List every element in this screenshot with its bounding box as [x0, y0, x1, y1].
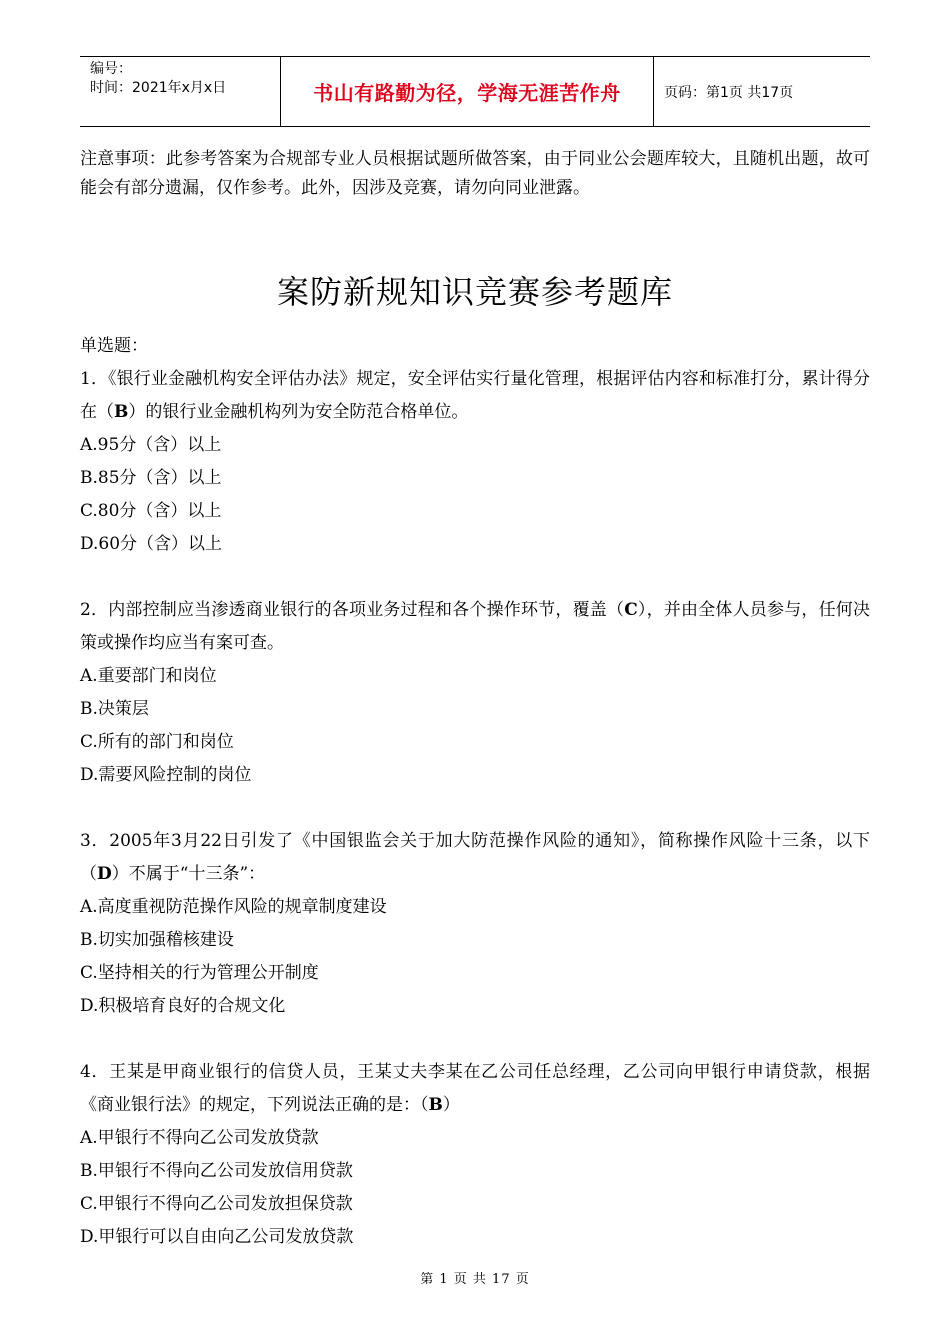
section-label: 单选题： [80, 336, 148, 356]
option-d: D.需要风险控制的岗位 [80, 765, 252, 785]
question-text: 2．内部控制应当渗透商业银行的各项业务过程和各个操作环节，覆盖（C），并由全体人员参与，任何决策或操作均应当有案可查。 [80, 600, 871, 653]
option-a: A.高度重视防范操作风险的规章制度建设 [80, 897, 387, 917]
question-answer: C [624, 600, 638, 620]
question-list [80, 330, 870, 1254]
option-c: C.甲银行不得向乙公司发放担保贷款 [80, 1194, 353, 1214]
option-b: B.甲银行不得向乙公司发放信用贷款 [80, 1161, 353, 1181]
question-answer: B [428, 1095, 443, 1115]
header-page-label: 页码：第1页 共17页 [664, 84, 794, 101]
document-time-label: 时间：2021年x月x日 [90, 80, 227, 96]
option-d: D.积极培育良好的合规文化 [80, 996, 286, 1016]
question-item [80, 363, 870, 561]
notice-paragraph: 注意事项：此参考答案为合规部专业人员根据试题所做答案，由于同业公会题库较大，且随机出题，故可能会有部分遗漏，仅作参考。此外，因涉及竞赛，请勿向同业泄露。 [80, 149, 870, 198]
header-table [80, 56, 870, 127]
question-text: 3．2005年3月22日引发了《中国银监会关于加大防范操作风险的通知》，简称操作风险十三条，以下（D）不属于“十三条”： [80, 831, 870, 884]
option-d: D.甲银行可以自由向乙公司发放贷款 [80, 1227, 354, 1247]
document-number-label: 编号： [90, 61, 132, 77]
document-title: 案防新规知识竞赛参考题库 [276, 273, 673, 311]
question-answer: D [97, 864, 112, 884]
question-item [80, 1056, 870, 1254]
question-text: 4．王某是甲商业银行的信贷人员，王某丈夫李某在乙公司任总经理，乙公司向甲银行申请贷款，根据《商业银行法》的规定，下列说法正确的是：（B） [80, 1062, 870, 1115]
option-c: C.80分（含）以上 [80, 501, 222, 521]
option-d: D.60分（含）以上 [80, 534, 223, 554]
option-c: C.坚持相关的行为管理公开制度 [80, 963, 319, 983]
question-answer: B [114, 402, 129, 422]
question-text: 1．《银行业金融机构安全评估办法》规定，安全评估实行量化管理，根据评估内容和标准打分，累计得分在（B）的银行业金融机构列为安全防范合格单位。 [80, 369, 870, 422]
option-b: B.切实加强稽核建设 [80, 930, 234, 950]
page-footer: 第 1 页 共 17 页 [420, 1272, 530, 1287]
option-a: A.甲银行不得向乙公司发放贷款 [80, 1128, 319, 1148]
header-meta [80, 57, 280, 126]
option-a: A.重要部门和岗位 [80, 666, 217, 686]
header-motto: 书山有路勤为径，学海无涯苦作舟 [280, 57, 654, 126]
option-a: A.95分（含）以上 [80, 435, 222, 455]
question-item [80, 825, 870, 1023]
option-b: B.85分（含）以上 [80, 468, 222, 488]
option-b: B.决策层 [80, 699, 149, 719]
option-c: C.所有的部门和岗位 [80, 732, 234, 752]
question-item [80, 594, 870, 792]
